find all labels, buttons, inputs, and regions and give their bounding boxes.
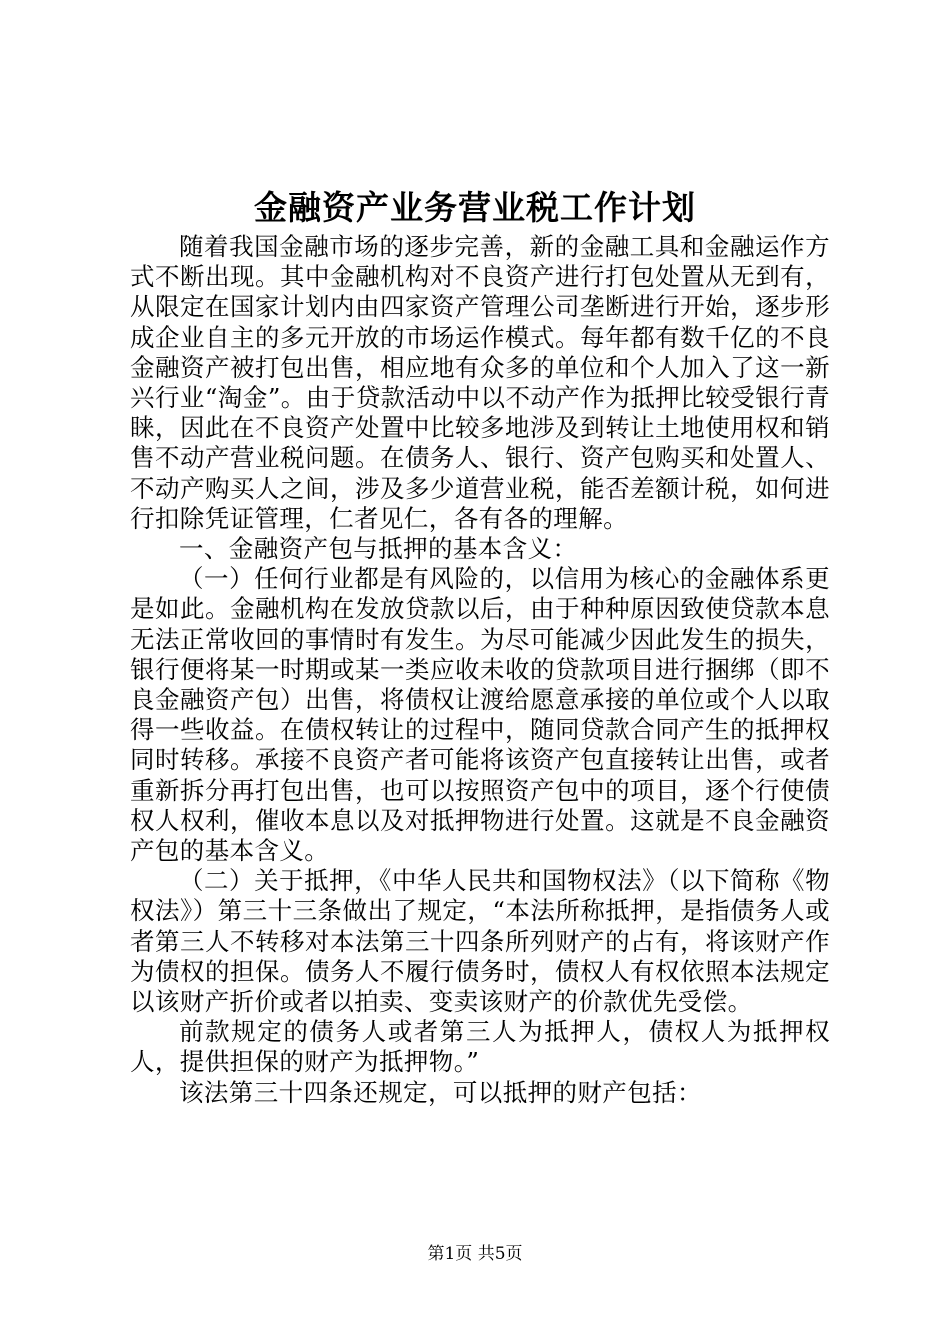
section-heading: 一、金融资产包与抵押的基本含义：	[179, 534, 578, 564]
paragraph: 随着我国金融市场的逐步完善，新的金融工具和金融运作方式不断出现。其中金融机构对不良资产进行打包处置从无到有，从限定在国家计划内由四家资产管理公司垄断进行开始，逐步形成企业自主的多元开放的市场运作模式。每年都有数千亿的不良金融资产被打包出售，相应地有众多的单位和个人加入了这一新兴行业“淘金”。由于贷款活动中以不动产作为抵押比较受银行青睐，因此在不良资产处置中比较多地涉及到转让土地使用权和销售不动产营业税问题。在债务人、银行、资产包购买和处置人、不动产购买人之间，涉及多少道营业税，能否差额计税，如何进行扣除凭证管理，仁者见仁，各有各的理解。	[130, 232, 830, 533]
page-number: 第1页 共5页	[427, 1244, 523, 1264]
paragraph: （二）关于抵押，《中华人民共和国物权法》（以下简称《物权法》）第三十三条做出了规定，“本法所称抵押，是指债务人或者第三人不转移对本法第三十四条所列财产的占有，将该财产作为债权的担保。债务人不履行债务时，债权人有权依照本法规定以该财产折价或者以拍卖、变卖该财产的价款优先受偿。	[130, 866, 830, 1017]
paragraph: （一）任何行业都是有风险的，以信用为核心的金融体系更是如此。金融机构在发放贷款以后，由于种种原因致使贷款本息无法正常收回的事情时有发生。为尽可能减少因此发生的损失，银行便将某一时期或某一类应收未收的贷款项目进行捆绑（即不良金融资产包）出售，将债权让渡给愿意承接的单位或个人以取得一些收益。在债权转让的过程中，随同贷款合同产生的抵押权同时转移。承接不良资产者可能将该资产包直接转让出售，或者重新拆分再打包出售，也可以按照资产包中的项目，逐个行使债权人权利，催收本息以及对抵押物进行处置。这就是不良金融资产包的基本含义。	[130, 564, 830, 866]
paragraph: 前款规定的债务人或者第三人为抵押人，债权人为抵押权人，提供担保的财产为抵押物。”	[130, 1017, 830, 1077]
document-title: 金融资产业务营业税工作计划	[254, 188, 696, 227]
paragraph: 该法第三十四条还规定，可以抵押的财产包括：	[179, 1077, 702, 1107]
document-body	[130, 232, 830, 1108]
